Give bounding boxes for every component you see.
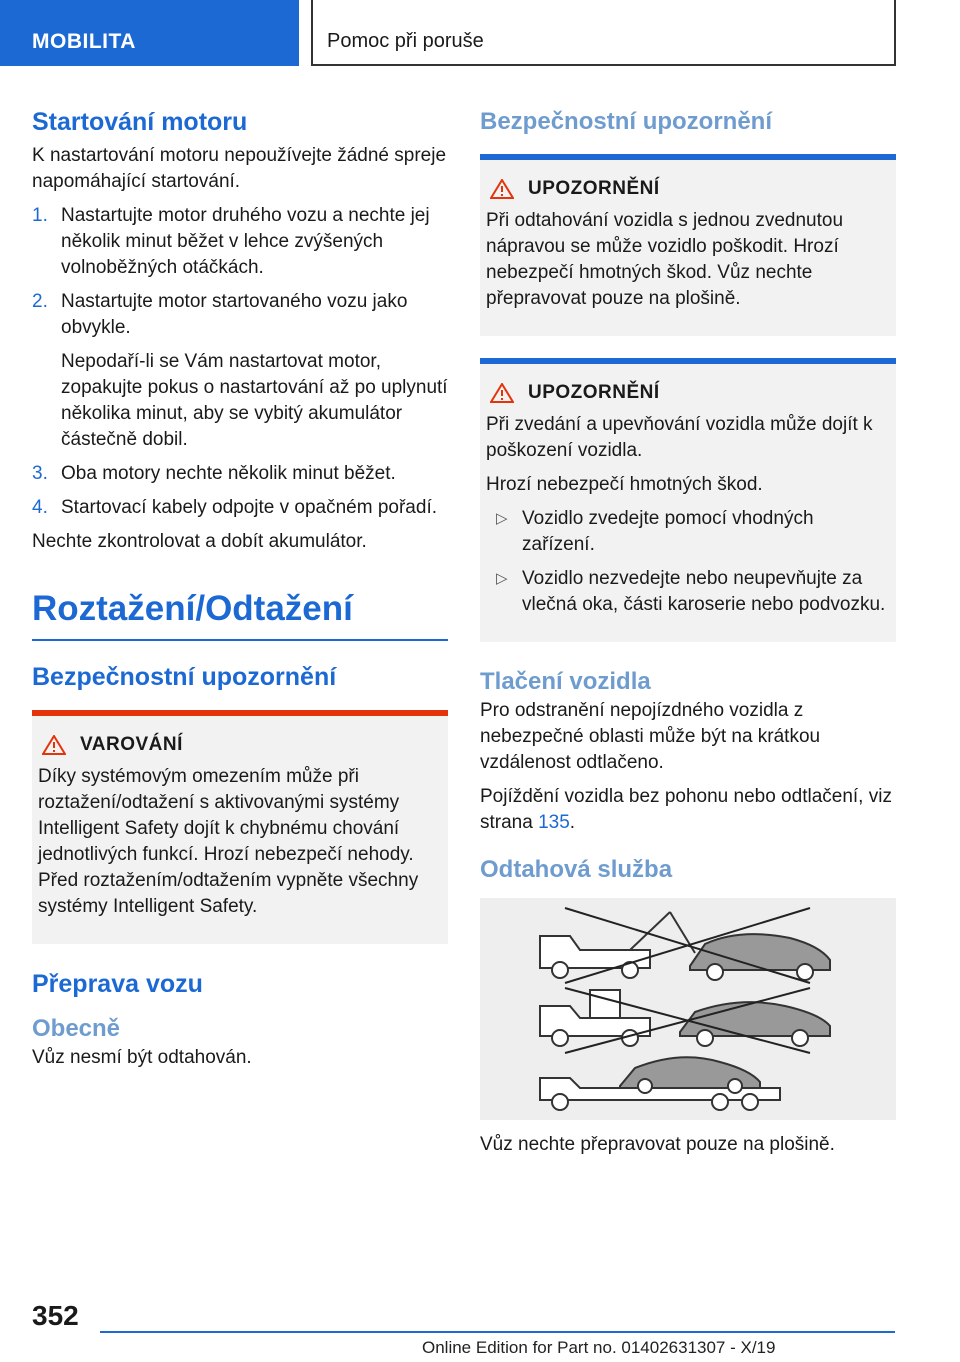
- page-number: 352: [32, 1300, 79, 1331]
- left-column: [32, 100, 448, 1079]
- transport-title: Přeprava vozu: [32, 970, 203, 998]
- list-item: 1. Nastartujte motor druhého vozu a nechte jej několik minut běžet v lehce zvýšených volnoběžných otáčkách.: [32, 205, 430, 278]
- section-tab: MOBILITA: [0, 0, 299, 66]
- notice-bullets: [486, 506, 890, 618]
- list-item: 3. Oba motory nechte několik minut běžet.: [32, 463, 396, 484]
- page-link[interactable]: 135: [538, 812, 570, 833]
- figure-caption: Vůz nechte přepravovat pouze na plošině.: [480, 1134, 835, 1155]
- notice-text: Při odtahování vozidla s jednou zvednutou nápravou se může vozidlo poškodit. Hrozí nebezpečí hmotných škod. Vůz nechte přepravovat pouze na plošině.: [486, 210, 844, 309]
- warning-title: VAROVÁNÍ: [80, 734, 183, 755]
- start-outro: Nechte zkontrolovat a dobít akumulátor.: [32, 531, 367, 552]
- general-text: Vůz nesmí být odtahován.: [32, 1047, 252, 1068]
- general-title: Obecně: [32, 1015, 121, 1042]
- page-header: [0, 0, 960, 66]
- triangle-bullet-icon: ▷: [496, 570, 508, 587]
- right-column: [480, 100, 896, 1166]
- tow-trucks-illustration: [480, 898, 895, 1120]
- push-title: Tlačení vozidla: [480, 668, 651, 695]
- footer-divider: [100, 1331, 895, 1333]
- notice-box-1: [480, 154, 896, 336]
- notice-title: UPOZORNĚNÍ: [528, 382, 660, 403]
- safety-title-left: Bezpečnostní upozornění: [32, 663, 337, 691]
- warning-triangle-icon: [490, 179, 514, 199]
- triangle-bullet-icon: ▷: [496, 510, 508, 527]
- notice-title: UPOZORNĚNÍ: [528, 178, 660, 199]
- list-item: ▷ Vozidlo nezvedejte nebo neupevňujte za vlečná oka, části karoserie nebo podvozku.: [496, 568, 886, 615]
- tow-illustration: [480, 898, 896, 1120]
- warning-triangle-icon: [490, 383, 514, 403]
- chapter-title: Pomoc při poruše: [311, 0, 896, 66]
- notice-text: Hrozí nebezpečí hmotných škod.: [486, 474, 763, 495]
- list-item: 2. Nastartujte motor startovaného vozu jako obvykle. Nepodaří-li se Vám nastartovat motor, zopakujte pokus o nastartování až po uplynutí několika minut, aby se vybitý akumulátor částečně dobil.: [32, 291, 448, 450]
- safety-title-right: Bezpečnostní upozornění: [480, 108, 773, 135]
- start-title: Startování motoru: [32, 108, 248, 136]
- list-item: 4. Startovací kabely odpojte v opačném pořadí.: [32, 497, 438, 518]
- footer-edition: Online Edition for Part no. 01402631307 - X/19: [422, 1338, 776, 1357]
- warning-text: Díky systémovým omezením může při roztažení/odtažení s aktivovanými systémy Intelligent Safety dojít k chybnému chování jednotlivých funkcí. Hrozí nebezpečí nehody. Před roztažením/odtažením vypněte všechny systémy Intelligent Safety.: [38, 766, 419, 917]
- start-intro: K nastartování motoru nepoužívejte žádné spreje napomáhající startování.: [32, 145, 447, 192]
- tow-title: Roztažení/Odtažení: [32, 589, 448, 641]
- notice-text: Při zvedání a upevňování vozidla může dojít k poškození vozidla.: [486, 414, 873, 461]
- start-steps: [32, 203, 448, 521]
- warning-triangle-icon: [42, 735, 66, 755]
- service-title: Odtahová služba: [480, 856, 673, 883]
- push-text: Pro odstranění nepojízdného vozidla z nebezpečné oblasti může být na krátkou vzdálenost odtlačeno.: [480, 700, 821, 773]
- warning-box: [32, 710, 448, 944]
- list-item: ▷ Vozidlo zvedejte pomocí vhodných zařízení.: [496, 508, 814, 555]
- push-ref: Pojíždění vozidla bez pohonu nebo odtlačení, viz strana 135.: [480, 786, 892, 833]
- notice-box-2: [480, 358, 896, 642]
